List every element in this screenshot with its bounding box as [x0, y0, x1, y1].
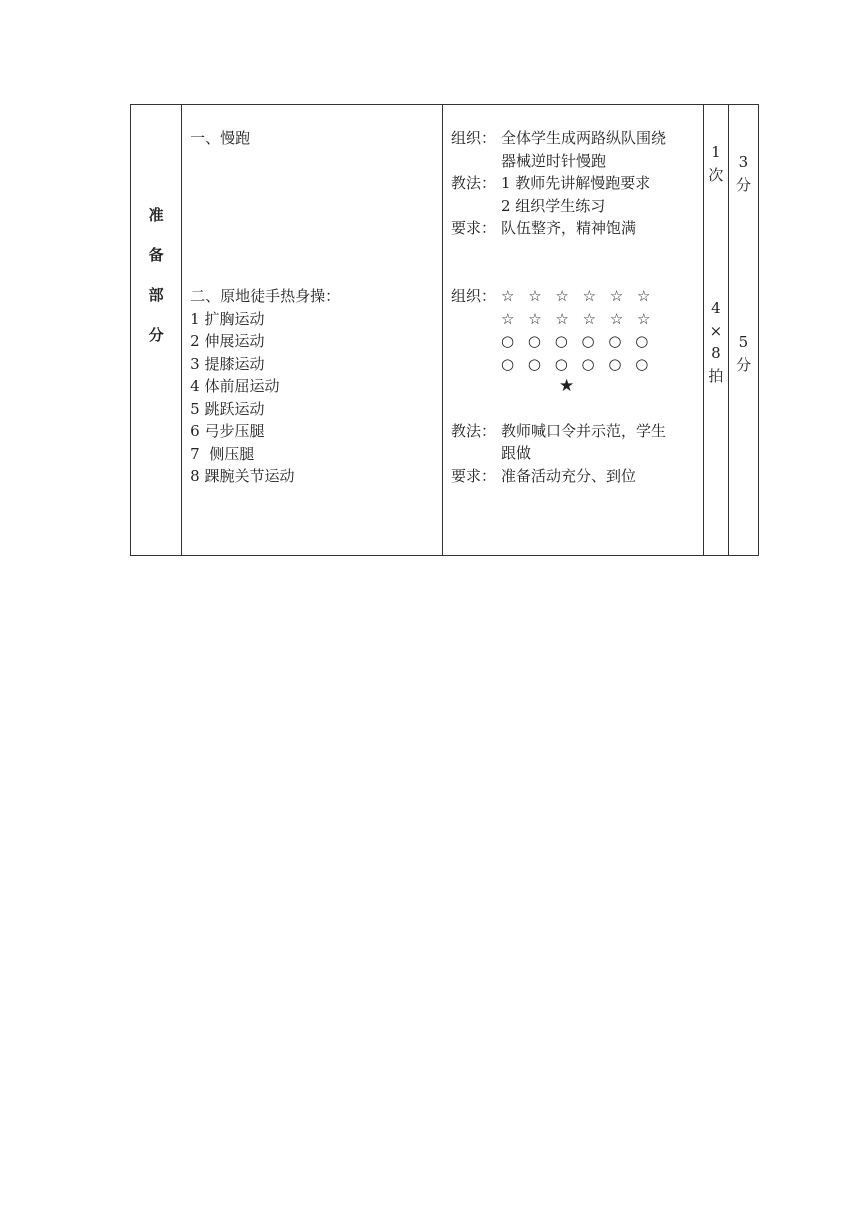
method-key: 教法：	[450, 174, 496, 192]
require-text: 准备活动充分、到位	[500, 466, 636, 485]
part1-count: 1 次	[708, 143, 724, 184]
part2-method	[451, 285, 699, 487]
section-label: 准 备 部 分	[148, 206, 164, 344]
method-text: 2 组织学生练习	[500, 196, 606, 215]
count-cell	[703, 105, 728, 556]
organize-key: 组织：	[450, 287, 496, 305]
organize-text: 器械逆时针慢跑	[500, 151, 606, 170]
table-row	[131, 105, 759, 556]
part1-method	[451, 127, 699, 240]
formation-row-circles: ○ ○ ○ ○ ○ ○	[500, 332, 653, 350]
list-item: 4 体前屈运动	[190, 377, 280, 395]
organize-text: 全体学生成两路纵队围绕	[500, 129, 666, 147]
formation-row-stars: ☆ ☆ ☆ ☆ ☆ ☆	[500, 287, 656, 305]
formation-row-circles: ○ ○ ○ ○ ○ ○	[500, 354, 653, 373]
time-cell	[728, 105, 758, 556]
section-cell	[131, 105, 182, 556]
lesson-plan-table	[130, 104, 759, 556]
list-item: 1 扩胸运动	[190, 309, 265, 328]
method-cell	[442, 105, 703, 556]
list-item: 3 提膝运动	[190, 354, 265, 373]
method-text: 教师喊口令并示范，学生	[500, 421, 666, 440]
list-item: 8 踝腕关节运动	[190, 467, 295, 485]
part2-title: 二、原地徒手热身操：	[190, 287, 341, 305]
teacher-star-icon: ★	[558, 376, 575, 396]
list-item: 5 跳跃运动	[190, 399, 265, 418]
method-key: 教法：	[450, 421, 496, 440]
list-item: 6 弓步压腿	[190, 422, 265, 440]
organize-key: 组织：	[450, 129, 496, 147]
formation-row-stars: ☆ ☆ ☆ ☆ ☆ ☆	[500, 309, 656, 328]
part2-time: 5 分	[735, 333, 751, 374]
part2-content	[190, 285, 438, 488]
require-key: 要求：	[450, 466, 496, 485]
part2-count: 4 × 8 拍	[708, 299, 724, 385]
list-item: 7 侧压腿	[190, 444, 255, 463]
part1-content	[190, 127, 438, 150]
part1-time: 3 分	[735, 153, 751, 194]
part1-title: 一、慢跑	[190, 129, 251, 147]
require-text: 队伍整齐，精神饱满	[500, 219, 636, 237]
list-item: 2 伸展运动	[190, 332, 265, 350]
formation-diagram	[501, 285, 699, 398]
method-text: 跟做	[500, 444, 531, 462]
method-text: 1 教师先讲解慢跑要求	[500, 174, 651, 192]
require-key: 要求：	[450, 219, 496, 237]
content-cell	[182, 105, 443, 556]
